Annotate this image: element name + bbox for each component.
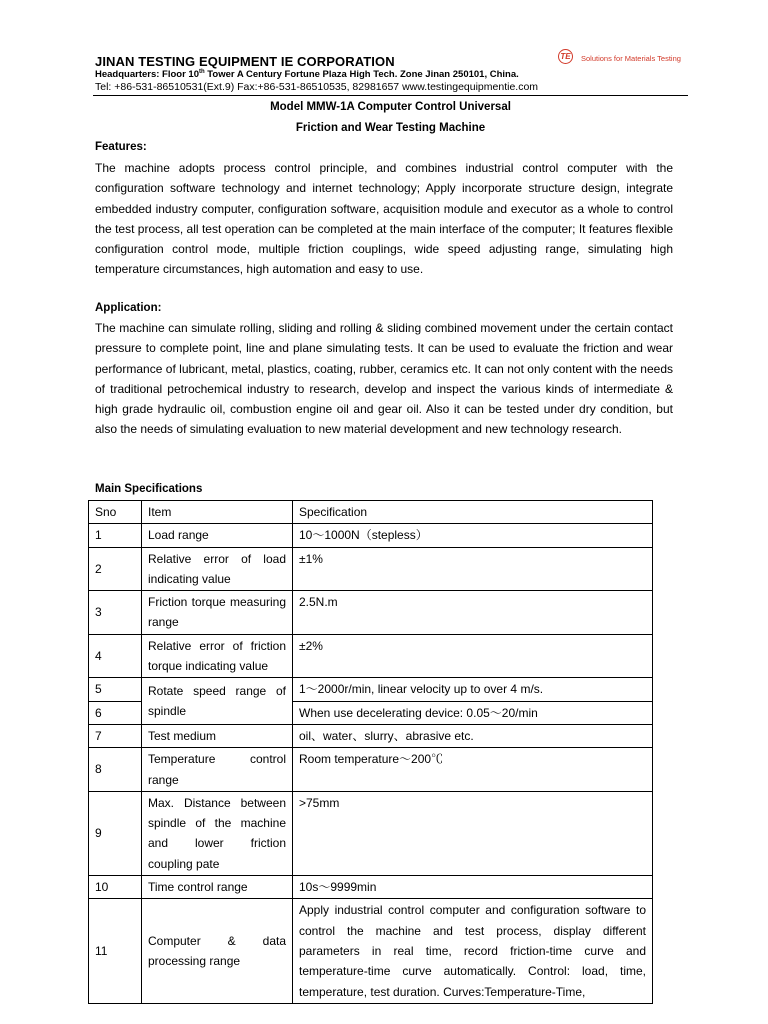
doc-title-line2: Friction and Wear Testing Machine xyxy=(295,122,486,134)
row-sno: 5 xyxy=(89,678,142,701)
row-item: Max. Distance between spindle of the machine and lower friction coupling pate xyxy=(142,791,293,875)
table-row xyxy=(89,547,653,591)
table-row xyxy=(89,899,653,1003)
row-spec: oil、water、slurry、abrasive etc. xyxy=(293,724,653,747)
row-spec: ±2% xyxy=(293,634,653,678)
row-sno: 11 xyxy=(89,899,142,1003)
company-logo xyxy=(558,47,688,69)
row-item: Relative error of friction torque indicating value xyxy=(142,634,293,678)
row-spec: 1～2000r/min, linear velocity up to over 4 m/s. xyxy=(293,678,653,701)
row-sno: 10 xyxy=(89,876,142,899)
headquarters-address: Headquarters: Floor 10th Tower A Century Fortune Plaza High Tech. Zone Jinan 250101, China. xyxy=(95,69,519,81)
company-name: JINAN TESTING EQUIPMENT IE CORPORATION xyxy=(95,54,395,69)
row-spec: 10s～9999min xyxy=(293,876,653,899)
row-spec: ±1% xyxy=(293,547,653,591)
row-item: Friction torque measuring range xyxy=(142,591,293,635)
row-item: Rotate speed range of spindle xyxy=(142,678,293,725)
header-sno: Sno xyxy=(89,501,142,524)
table-row xyxy=(89,791,653,875)
te-logo-icon: TE xyxy=(558,49,573,64)
row-sno: 9 xyxy=(89,791,142,875)
application-paragraph: The machine can simulate rolling, sliding and rolling & sliding combined movement under the certain contact pressure to complete point, line and plane simulating tests. It can be used to evaluate the friction and wear performance of lubricant, metal, plastics, coating, rubber, ceramics etc. It can not only content with the needs of traditional petrochemical industry to research, develop and inspect the various kinds of intermediate & high grade hydraulic oil, combustion engine oil and gear oil. Also it can be tested under dry condition, but also the needs of simulating evaluation to new material development and new technology research. xyxy=(95,321,673,437)
features-heading: Features: xyxy=(95,141,147,153)
row-spec: When use decelerating device: 0.05～20/min xyxy=(293,701,653,724)
table-row xyxy=(89,634,653,678)
row-spec: 2.5N.m xyxy=(293,591,653,635)
row-item: Test medium xyxy=(142,724,293,747)
doc-title-line1: Model MMW-1A Computer Control Universal xyxy=(270,101,511,113)
row-spec: >75mm xyxy=(293,791,653,875)
row-sno: 3 xyxy=(89,591,142,635)
header-item: Item xyxy=(142,501,293,524)
table-row xyxy=(89,748,653,792)
row-spec: Room temperature～200℃ xyxy=(293,748,653,792)
table-row xyxy=(89,678,653,701)
features-paragraph: The machine adopts process control principle, and combines industrial control computer with the configuration software technology and internet technology; Apply incorporate structure design, integrate embedded industry computer, configuration software, acquisition module and executor as a whole to control the test process, all test operation can be completed at the main interface of the computer; It features flexible configuration control mode, multiple friction couplings, wide speed adjusting range, simulating high temperature circumstances, high automation and easy to use. xyxy=(95,161,673,277)
specs-table xyxy=(88,500,653,1004)
row-spec: Apply industrial control computer and configuration software to control the machine and test process, display different parameters in real time, record friction-time curve and temperature-time curve automatically. Control: load, time, temperature, test duration. Curves:Temperature-Time, xyxy=(293,899,653,1003)
row-item: Time control range xyxy=(142,876,293,899)
logo-tagline: Solutions for Materials Testing xyxy=(581,54,681,63)
header-divider xyxy=(93,95,688,96)
row-sno: 8 xyxy=(89,748,142,792)
row-item: Temperature control range xyxy=(142,748,293,792)
header-specification: Specification xyxy=(293,501,653,524)
row-sno: 6 xyxy=(89,701,142,724)
specs-heading: Main Specifications xyxy=(95,483,203,495)
row-sno: 4 xyxy=(89,634,142,678)
row-item: Load range xyxy=(142,524,293,547)
row-item: Computer & data processing range xyxy=(142,899,293,1003)
row-sno: 2 xyxy=(89,547,142,591)
table-row xyxy=(89,876,653,899)
row-spec: 10～1000N（stepless） xyxy=(293,524,653,547)
table-header-row xyxy=(89,501,653,524)
table-row xyxy=(89,591,653,635)
contact-info: Tel: +86-531-86510531(Ext.9) Fax:+86-531-86510535, 82981657 www.testingequipmentie.com xyxy=(95,81,539,93)
table-row xyxy=(89,524,653,547)
table-row xyxy=(89,724,653,747)
row-sno: 1 xyxy=(89,524,142,547)
application-heading: Application: xyxy=(95,302,162,314)
row-item: Relative error of load indicating value xyxy=(142,547,293,591)
row-sno: 7 xyxy=(89,724,142,747)
